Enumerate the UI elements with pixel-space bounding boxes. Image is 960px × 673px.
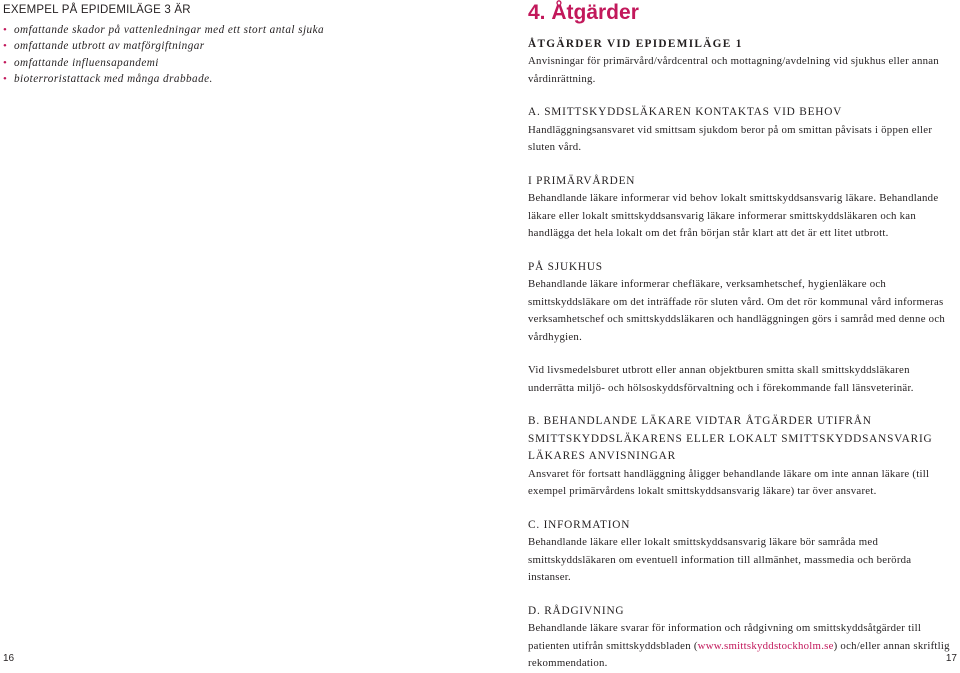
section-d-text-end: ) och/eller annan skriftlig rekommendation. [528,639,950,669]
list-item [3,22,333,38]
section-b-heading: B. BEHANDLANDE LÄKARE VIDTAR ÅTGÄRDER UTIFRÅN SMITTSKYDDSLÄKARENS ELLER LOKALT SMITTSKYDDSANSVARIG LÄKARES ANVISNINGAR [528,415,933,462]
section-b [528,413,953,501]
section-d [528,603,953,673]
sjukhus-section [528,259,953,347]
list-item [3,55,333,71]
examples-list [3,22,333,87]
smittskydd-website-link[interactable]: www.smittskyddstockholm.se [697,639,834,652]
page-number-right: 17 [945,653,957,664]
list-item-text: omfattande utbrott av matförgiftningar [14,40,205,53]
section-d-text-start: Behandlande läkare svarar för information och rådgivning om smittskyddsåtgärder till patienten utifrån smittskyddsbladen ( [528,622,922,652]
examples-heading: EXEMPEL PÅ EPIDEMILÄGE 3 ÄR [3,4,191,16]
level-intro: Anvisningar för primärvård/vårdcentral och mottagning/avdelning vid sjukhus eller annan vårdinrättning. [528,55,939,85]
section-a-heading: A. SMITTSKYDDSLÄKAREN KONTAKTAS VID BEHOV [528,106,843,118]
bullet-icon: • [3,72,8,85]
section-c-body: Behandlande läkare eller lokalt smittskyddsansvarig läkare bör samråda med smittskyddsläkaren om eventuell information till allmänhet, massmedia och berörda instanser. [528,536,912,583]
right-page-column [528,0,953,673]
section-d-heading: D. RÅDGIVNING [528,604,625,617]
level-heading: ÅTGÄRDER VID EPIDEMILÄGE 1 [528,38,743,50]
primarvard-section [528,173,953,243]
sjukhus-heading: PÅ SJUKHUS [528,260,603,273]
sjukhus-body: Behandlande läkare informerar chefläkare, verksamhetschef, hygienläkare och smittskyddsläkare om det inträffade rör sluten vård. Om det rör kommunal vård informeras verksamhetschef och smittskyddsläkaren och handläggningen görs i samråd med denne och vårdhygien. [528,278,946,343]
section-a-body: Handläggningsansvaret vid smittsam sjukdom beror på om smittan påvisats i öppen eller sluten vård. [528,123,933,153]
list-item [3,38,333,54]
list-item-text: omfattande skador på vattenledningar med ett stort antal sjuka [14,24,325,36]
bullet-icon: • [3,56,8,69]
livsmedel-body: Vid livsmedelsburet utbrott eller annan objektburen smitta skall smittskyddsläkaren underrätta miljö- och hölsoskyddsförvaltning och i förekommande fall länsveterinär. [528,364,914,394]
bullet-icon: • [3,40,8,53]
list-item-text: bioterroristattack med många drabbade. [14,72,213,85]
primarvard-heading: I PRIMÄRVÅRDEN [528,174,636,187]
primarvard-body: Behandlande läkare informerar vid behov lokalt smittskyddsansvarig läkare. Behandlande läkare eller lokalt smittskyddsansvarig läkare informerar smittskyddsläkaren och kan handlägga det hela lokalt om det från början står klart att det är ett litet utbrott. [528,192,939,239]
bullet-icon: • [3,24,8,36]
livsmedel-section [528,362,953,397]
left-page-column [3,2,333,87]
chapter-title: 4. Åtgärder [528,1,639,24]
page-number-left: 16 [3,653,15,664]
section-c [528,517,953,587]
list-item [3,71,333,87]
section-c-heading: C. INFORMATION [528,518,631,531]
list-item-text: omfattande influensapandemi [14,56,159,69]
section-a [528,104,953,157]
section-b-body: Ansvaret för fortsatt handläggning åligger behandlande läkare om inte annan läkare (till exempel primärvårdens lokalt smittskyddsansvarig läkare) tar över ansvaret. [528,467,930,497]
